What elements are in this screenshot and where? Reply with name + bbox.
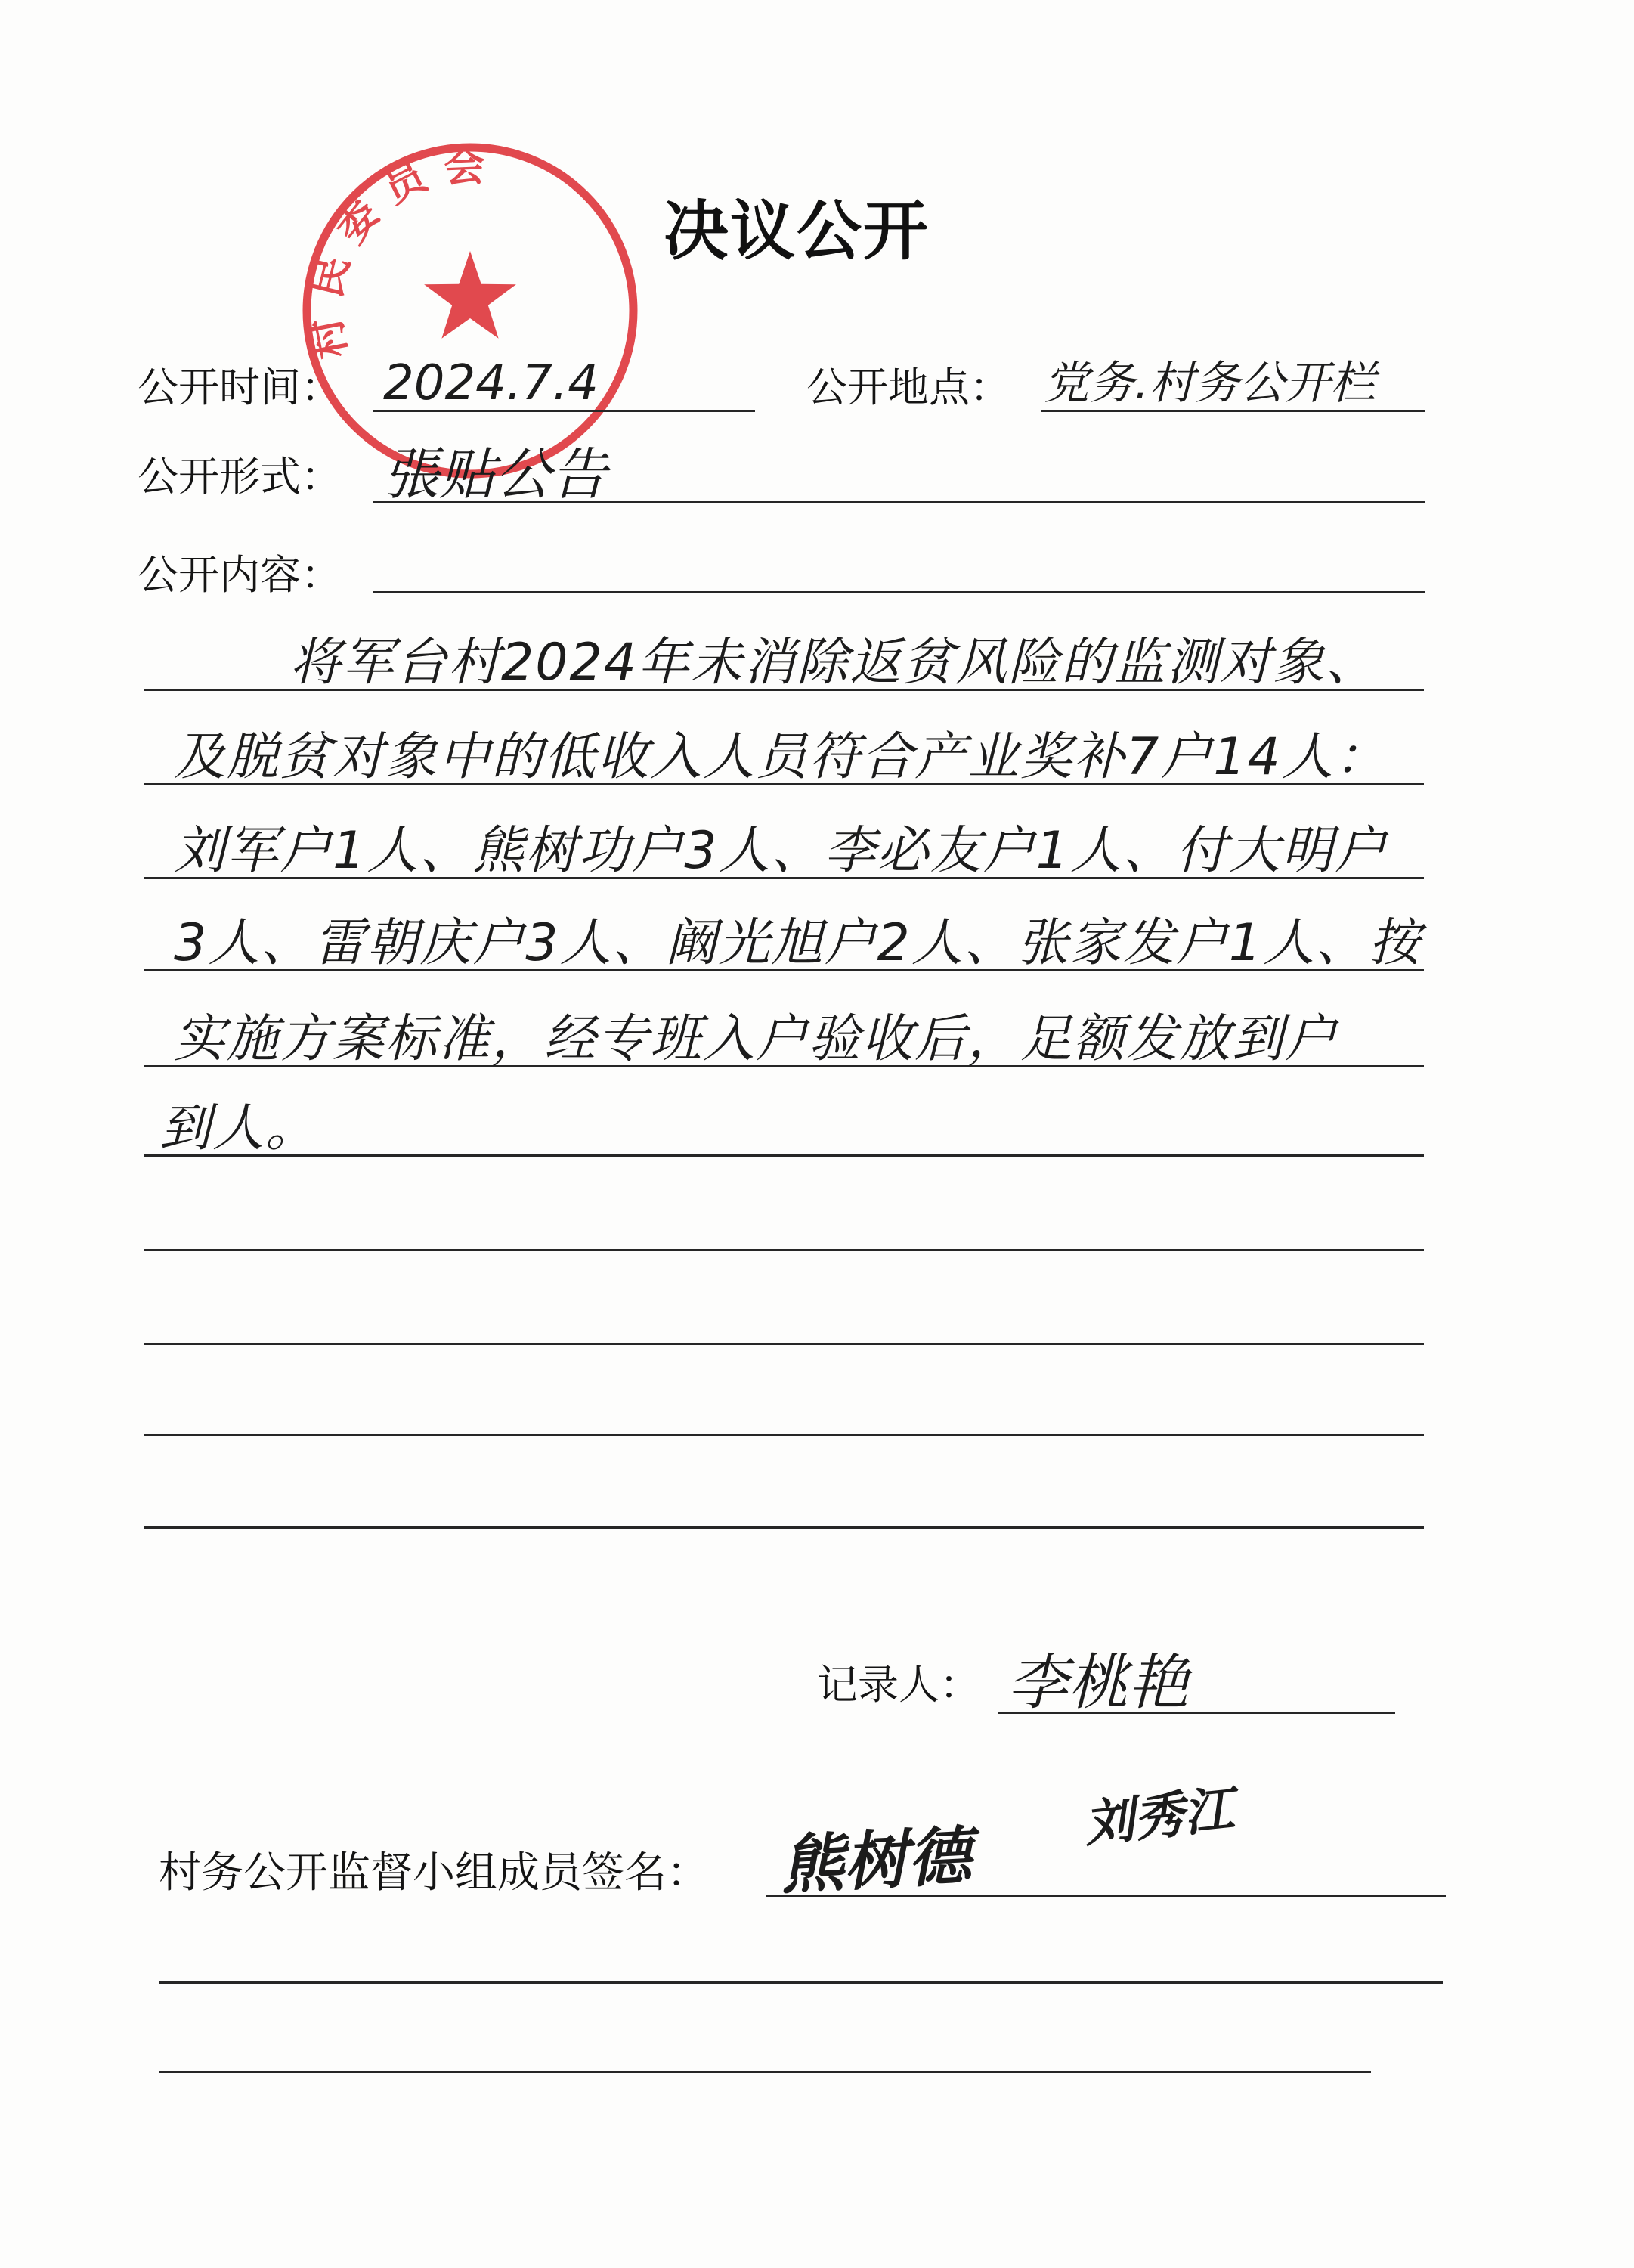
content-line-6 — [144, 1098, 1424, 1158]
form-value: 張贴公告 — [383, 442, 607, 507]
content-line-5 — [144, 1009, 1424, 1069]
content-line-empty — [144, 1474, 1424, 1529]
time-label: 公开时间： — [138, 365, 342, 411]
content-line-4 — [144, 913, 1424, 973]
seal-lettering — [302, 142, 486, 363]
form-field — [373, 442, 1425, 507]
seal-star-icon — [424, 251, 516, 339]
document-title: 决议公开 — [664, 193, 930, 269]
seal-text: 村民委员会 — [301, 142, 486, 363]
supervisor-signature-1: 熊树德 — [778, 1818, 973, 1903]
form-label: 公开形式： — [138, 454, 342, 500]
content-line-1 — [144, 633, 1424, 692]
time-value: 2024.7.4 — [383, 355, 599, 411]
recorder-value: 李桃艳 — [1007, 1647, 1189, 1718]
content-line-3 — [144, 821, 1424, 881]
signature-line-empty — [159, 2071, 1371, 2073]
content-label-rule — [373, 539, 1425, 593]
content-text-6: 到人。 — [159, 1098, 319, 1158]
content-label: 公开内容： — [138, 553, 342, 598]
content-text-5: 实施方案标准，经专班入户验收后，足额发放到户 — [174, 1009, 1338, 1069]
time-field — [373, 355, 755, 412]
content-text-3: 刘军户1人、熊树功户3人、李必友户1人、付大明户 — [174, 821, 1388, 881]
recorder-label: 记录人： — [817, 1662, 980, 1708]
content-text-1: 将军台村2024年未消除返贫风险的监测对象、 — [289, 633, 1379, 692]
content-text-4: 3人、雷朝庆户3人、阚光旭户2人、张家发户1人、按 — [174, 913, 1422, 973]
content-text-2: 及脱贫对象中的低收入人员符合产业奖补7户14人： — [174, 727, 1388, 787]
content-line-empty — [144, 1290, 1424, 1345]
place-value: 党务.村务公开栏 — [1044, 357, 1376, 410]
place-label: 公开地点： — [806, 365, 1010, 411]
signature-line-empty — [159, 1981, 1443, 1984]
supervisors-label: 村务公开监督小组成员签名： — [159, 1848, 709, 1896]
content-line-empty — [144, 1382, 1424, 1436]
recorder-field — [998, 1647, 1395, 1718]
content-line-2 — [144, 727, 1424, 787]
signature-rule — [766, 1895, 1446, 1897]
supervisor-signature-2: 刘秀江 — [1081, 1780, 1236, 1854]
official-seal — [289, 129, 651, 492]
content-line-empty — [144, 1197, 1424, 1251]
place-field — [1041, 358, 1425, 412]
